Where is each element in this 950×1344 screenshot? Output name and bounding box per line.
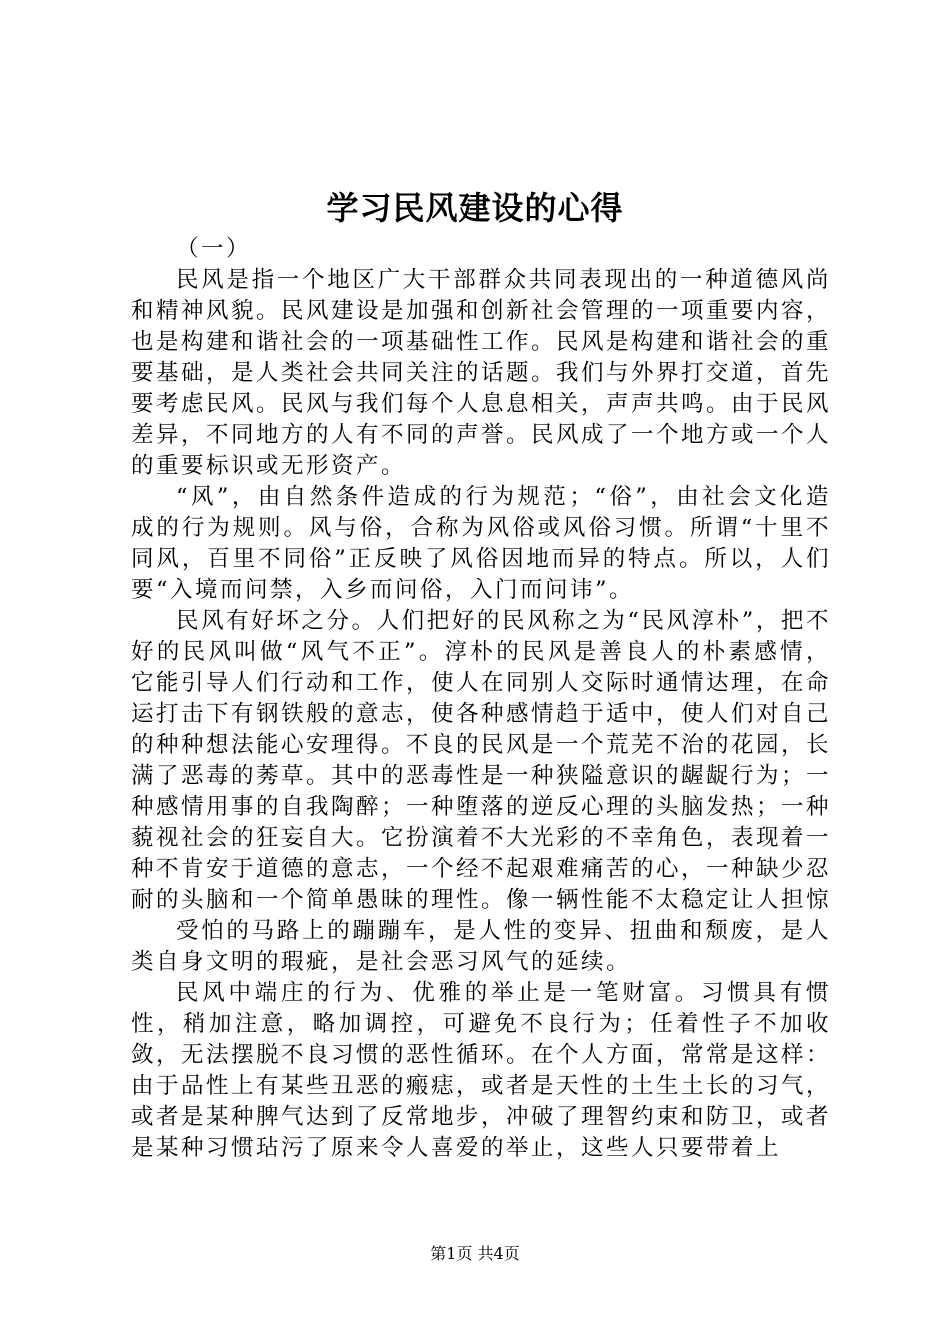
paragraph-1: 民风是指一个地区广大干部群众共同表现出的一种道德风尚和精神风貌。民风建设是加强和创新社会管理的一项重要内容，也是构建和谐社会的一项基础性工作。民风是构建和谐社会的重要基础，是人类社会共同关注的话题。我们与外界打交道，首先要考虑民风。民风与我们每个人息息相关，声声共鸣。由于民风差异，不同地方的人有不同的声誉。民风成了一个地方或一个人的重要标识或无形资产。 [131, 267, 832, 479]
paragraph-5: 民风中端庄的行为、优雅的举止是一笔财富。习惯具有惯性，稍加注意，略加调控，可避免不良行为；任着性子不加收敛，无法摆脱不良习惯的恶性循环。在个人方面，常常是这样：由于品性上有某些丑恶的瘢痣，或者是天性的土生土长的习气，或者是某种脾气达到了反常地步，冲破了理智约束和防卫，或者是某种习惯玷污了原来令人喜爱的举止，这些人只要带着上 [131, 980, 832, 1161]
paragraph-4: 受怕的马路上的蹦蹦车，是人性的变异、扭曲和颓废，是人类自身文明的瑕疵，是社会恶习风气的延续。 [131, 918, 831, 975]
paragraph-2: “风”，由自然条件造成的行为规范；“俗”，由社会文化造成的行为规则。风与俗，合称为风俗或风俗习惯。所谓“十里不同风，百里不同俗”正反映了风俗因地而异的特点。所以，人们要“入境而问禁，入乡而问俗，入门而问讳”。 [131, 484, 831, 603]
paragraph-3: 民风有好坏之分。人们把好的民风称之为“民风淳朴”，把不好的民风叫做“风气不正”。淳朴的民风是善良人的朴素感情，它能引导人们行动和工作，使人在同别人交际时通情达理，在命运打击下有钢铁般的意志，使各种感情趋于适中，使人们对自己的种种想法能心安理得。不良的民风是一个荒芜不治的花园，长满了恶毒的莠草。其中的恶毒性是一种狭隘意识的龌龊行为；一种感情用事的自我陶醉；一种堕落的逆反心理的头脑发热；一种藐视社会的狂妄自大。它扮演着不大光彩的不幸角色，表现着一种不肯安于道德的意志，一个经不起艰难痛苦的心，一种缺少忍耐的头脑和一个简单愚昧的理性。像一辆性能不太稳定让人担惊 [131, 608, 832, 913]
document-body [131, 234, 831, 1164]
section-marker: （一） [176, 236, 252, 262]
page-title: 学习民风建设的心得 [326, 189, 624, 227]
page-footer: 第1页 共4页 [430, 1244, 520, 1263]
